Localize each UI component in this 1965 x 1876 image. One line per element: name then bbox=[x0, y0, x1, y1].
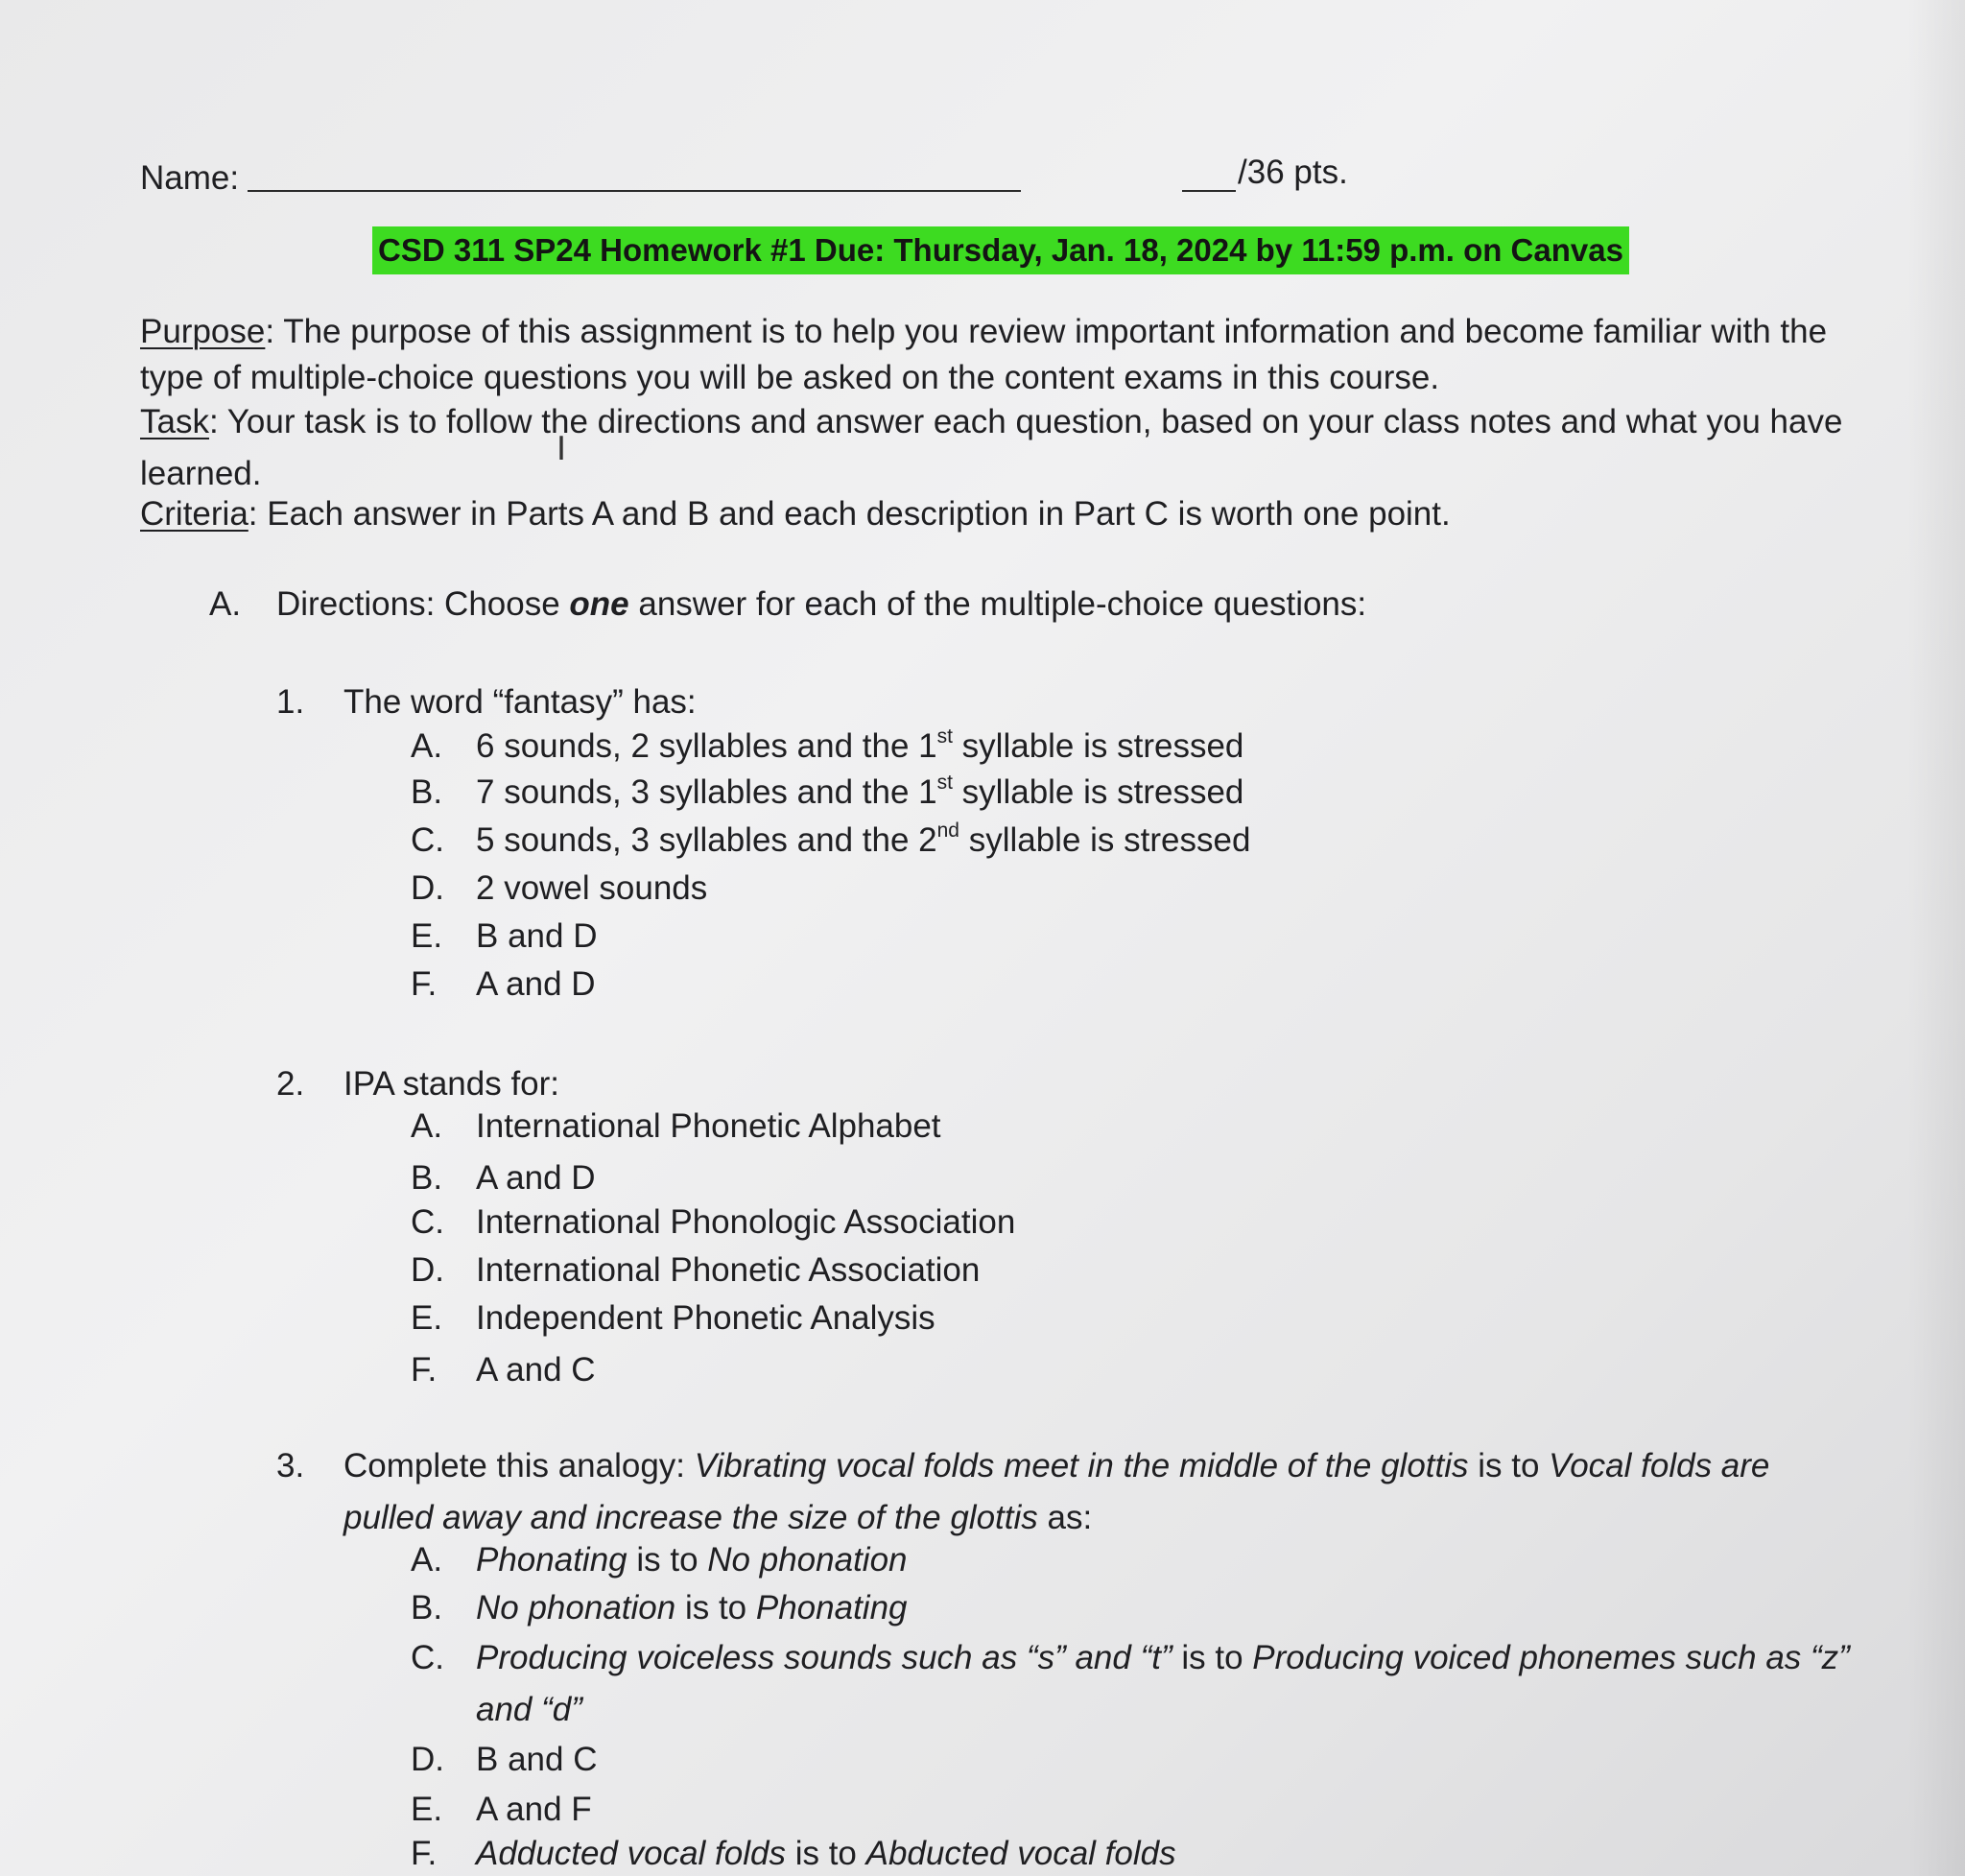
section-a-directions bbox=[209, 585, 1366, 624]
criteria-label: Criteria bbox=[140, 495, 249, 533]
option-text: A and D bbox=[476, 965, 596, 1003]
option-letter: F. bbox=[411, 1351, 438, 1389]
option-text: International Phonetic Association bbox=[476, 1251, 981, 1289]
q2-option-c[interactable] bbox=[0, 1203, 1965, 1246]
question-number: 2. bbox=[276, 1065, 305, 1103]
option-text: Phonating is to No phonation bbox=[476, 1541, 908, 1579]
question-2 bbox=[0, 1065, 1965, 1107]
option-letter: A. bbox=[411, 727, 443, 765]
option-text: 6 sounds, 2 syllables and the 1st syllable is stressed bbox=[476, 725, 1244, 765]
q2-option-e[interactable] bbox=[0, 1299, 1965, 1342]
option-text: 7 sounds, 3 syllables and the 1st syllable is stressed bbox=[476, 772, 1244, 811]
option-letter: C. bbox=[411, 1639, 444, 1676]
q1-option-f[interactable] bbox=[0, 965, 1965, 1008]
q1-option-b[interactable] bbox=[0, 773, 1965, 816]
q3-option-c[interactable] bbox=[0, 1639, 1965, 1681]
task-line-1 bbox=[140, 403, 1842, 441]
question-text: IPA stands for: bbox=[343, 1065, 560, 1103]
option-text: 5 sounds, 3 syllables and the 2nd syllable is stressed bbox=[476, 819, 1251, 859]
option-text: A and C bbox=[476, 1351, 596, 1389]
question-3-line-2 bbox=[0, 1499, 1965, 1541]
q2-option-b[interactable] bbox=[0, 1159, 1965, 1201]
option-text: International Phonologic Association bbox=[476, 1203, 1016, 1241]
option-letter: A. bbox=[411, 1541, 443, 1579]
q1-option-c[interactable] bbox=[0, 821, 1965, 864]
option-letter: C. bbox=[411, 1203, 444, 1241]
q1-option-e[interactable] bbox=[0, 917, 1965, 960]
q3-option-c-line-2 bbox=[0, 1691, 1965, 1733]
option-text: B and C bbox=[476, 1741, 598, 1778]
purpose-text-1: : The purpose of this assignment is to help you review important information and become familiar with the bbox=[265, 313, 1828, 350]
option-letter: D. bbox=[411, 1741, 444, 1778]
option-text: No phonation is to Phonating bbox=[476, 1589, 908, 1627]
points-field bbox=[1182, 154, 1348, 192]
question-text: The word “fantasy” has: bbox=[343, 683, 697, 721]
q3-option-f[interactable] bbox=[0, 1835, 1965, 1876]
q2-option-f[interactable] bbox=[0, 1351, 1965, 1393]
directions-emphasis: one bbox=[569, 585, 629, 623]
q3-option-a[interactable] bbox=[0, 1541, 1965, 1583]
section-a-letter: A. bbox=[209, 585, 242, 623]
q1-option-a[interactable] bbox=[0, 727, 1965, 770]
option-text: Independent Phonetic Analysis bbox=[476, 1299, 935, 1337]
option-text-continued: and “d” bbox=[476, 1691, 582, 1728]
option-text: A and D bbox=[476, 1159, 596, 1197]
option-letter: E. bbox=[411, 1791, 443, 1828]
option-letter: E. bbox=[411, 1299, 443, 1337]
q3-option-b[interactable] bbox=[0, 1589, 1965, 1631]
option-letter: D. bbox=[411, 869, 444, 907]
purpose-line-1 bbox=[140, 313, 1827, 351]
purpose-line-2: type of multiple-choice questions you will be asked on the content exams in this course. bbox=[140, 359, 1440, 396]
option-letter: F. bbox=[411, 965, 438, 1003]
text-cursor-icon: I bbox=[556, 430, 567, 468]
q3-option-d[interactable] bbox=[0, 1741, 1965, 1783]
criteria-line bbox=[140, 495, 1451, 534]
task-line-2: learned. bbox=[140, 455, 262, 492]
question-number: 1. bbox=[276, 683, 305, 721]
question-text-line-2: pulled away and increase the size of the glottis as: bbox=[343, 1499, 1093, 1536]
q3-option-e[interactable] bbox=[0, 1791, 1965, 1833]
q2-option-d[interactable] bbox=[0, 1251, 1965, 1294]
option-letter: C. bbox=[411, 821, 444, 859]
question-3 bbox=[0, 1447, 1965, 1489]
name-blank-line bbox=[248, 190, 1021, 192]
points-blank-line bbox=[1182, 155, 1236, 192]
question-text-line-1: Complete this analogy: Vibrating vocal folds meet in the middle of the glottis is to Vocal folds are bbox=[343, 1447, 1770, 1484]
criteria-text: : Each answer in Parts A and B and each description in Part C is worth one point. bbox=[248, 495, 1451, 533]
option-letter: B. bbox=[411, 773, 443, 811]
option-letter: D. bbox=[411, 1251, 444, 1289]
question-number: 3. bbox=[276, 1447, 305, 1484]
name-label: Name: bbox=[140, 159, 240, 197]
option-letter: A. bbox=[411, 1107, 443, 1145]
purpose-label: Purpose bbox=[140, 313, 266, 350]
option-text: Producing voiceless sounds such as “s” and “t” is to Producing voiced phonemes such as “z” bbox=[476, 1639, 1850, 1676]
question-1 bbox=[0, 683, 1965, 725]
option-text: Adducted vocal folds is to Abducted vocal folds bbox=[476, 1835, 1176, 1872]
option-letter: F. bbox=[411, 1835, 438, 1872]
task-text-1: : Your task is to follow the directions and answer each question, based on your class notes and what you have bbox=[208, 403, 1843, 440]
option-text: A and F bbox=[476, 1791, 592, 1828]
directions-post: answer for each of the multiple-choice questions: bbox=[628, 585, 1367, 623]
option-text: B and D bbox=[476, 917, 598, 955]
task-label: Task bbox=[140, 403, 209, 440]
assignment-title: CSD 311 SP24 Homework #1 Due: Thursday, Jan. 18, 2024 by 11:59 p.m. on Canvas bbox=[372, 226, 1629, 274]
directions-pre: Directions: Choose bbox=[276, 585, 570, 623]
option-text: International Phonetic Alphabet bbox=[476, 1107, 941, 1145]
q1-option-d[interactable] bbox=[0, 869, 1965, 912]
q2-option-a[interactable] bbox=[0, 1107, 1965, 1150]
points-total: /36 pts. bbox=[1238, 154, 1348, 191]
option-letter: B. bbox=[411, 1159, 443, 1197]
option-letter: E. bbox=[411, 917, 443, 955]
option-letter: B. bbox=[411, 1589, 443, 1627]
option-text: 2 vowel sounds bbox=[476, 869, 708, 907]
